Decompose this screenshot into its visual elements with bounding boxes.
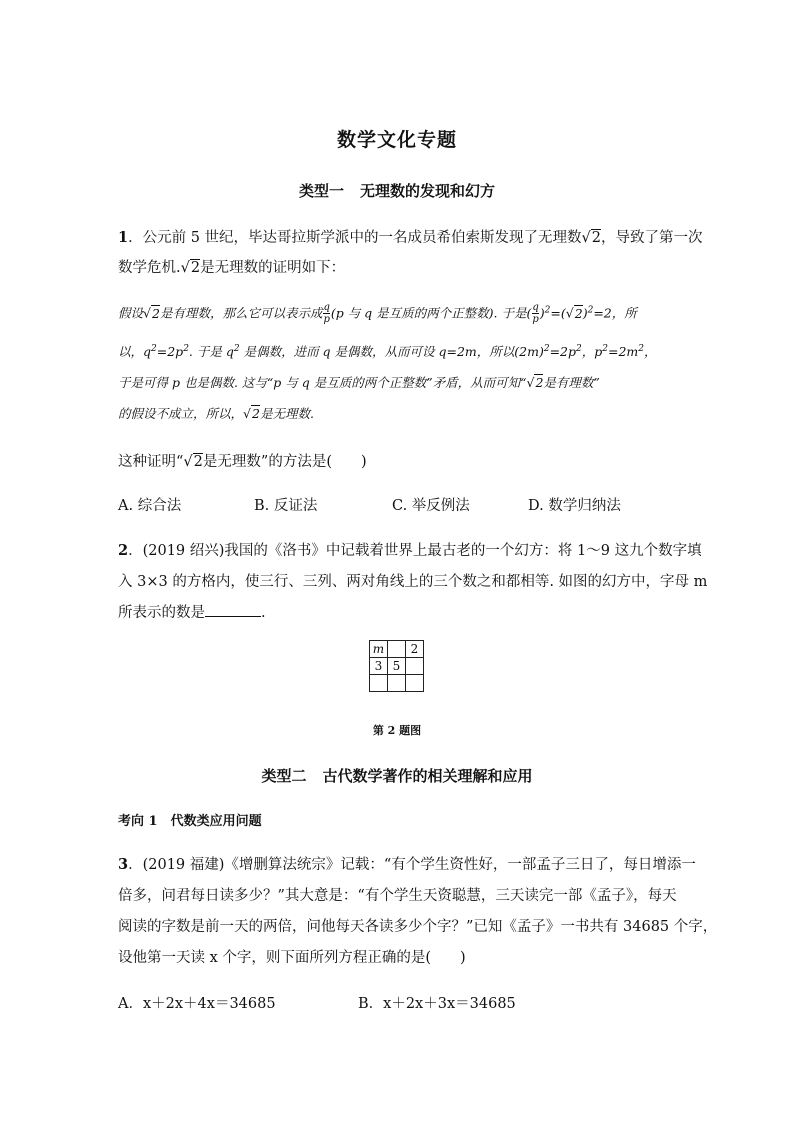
grid-cell [406, 658, 424, 675]
grid-cell [388, 675, 406, 692]
q3-line2: 倍多，问君每日读多少？”其大意是：“有个学生天资聪慧，三天读完一部《孟子》，每天 [118, 888, 677, 904]
section-text: 古代数学著作的相关理解和应用 [322, 767, 533, 785]
q3-number: 3 [118, 856, 129, 873]
q1-line2: 数学危机.√2是无理数的证明如下： [118, 260, 346, 276]
proof-line-1: 假设√2是有理数，那么它可以表示成 $\frac{q}{p}$ (p 与 q 是互质的两个正整数). 于是( $\frac{q}{p}$ )$^2=(√2)^2=2$，所 [118, 302, 637, 325]
grid-cell: 3 [370, 658, 388, 675]
grid-cell [388, 641, 406, 658]
grid-cell [370, 675, 388, 692]
q1-option-d: D. 数学归纳法 [528, 498, 621, 514]
q1-question: 这种证明“√2是无理数”的方法是( ) [118, 454, 367, 470]
figure-caption: 第 2 题图 [372, 724, 422, 737]
q2-number: 2 [118, 542, 129, 559]
section-heading-1 [0, 180, 794, 201]
proof-line-2: 以，$q^2=2p^2$. 于是 $q^2$ 是偶数，进而 q 是偶数，从而可设 q=2m，所以$(2m)^2=2p^2$，$p^2=2m^2$， [118, 343, 657, 359]
q3-line1-text: (2019 福建)《增删算法统宗》记载：“有个学生资性好，一部孟子三日了，每日增添一 [142, 857, 696, 873]
grid-cell: m [370, 641, 388, 658]
magic-square-grid [369, 640, 424, 692]
q1-option-b: B. 反证法 [254, 498, 318, 514]
grid-cell: 2 [406, 641, 424, 658]
section-heading-2 [0, 765, 794, 786]
subheading: 考向 1 代数类应用问题 [118, 814, 262, 829]
q3-line3: 阅读的字数是前一天的两倍，问他每天各读多少个字？”已知《孟子》一书共有 34685 个字， [118, 919, 718, 935]
grid-row [370, 675, 424, 692]
q3-option-b: B．x＋2x＋3x＝34685 [358, 996, 516, 1012]
q2-line1: 2．(2019 绍兴)我国的《洛书》中记载着世界上最古老的一个幻方：将 1～9 这九个数字填 [118, 542, 702, 559]
q2-line1-text: (2019 绍兴)我国的《洛书》中记载着世界上最古老的一个幻方：将 1～9 这九个数字填 [142, 543, 702, 559]
page-title: 数学文化专题 [336, 129, 457, 151]
grid-row [370, 658, 424, 675]
q1-line1-text: 公元前 5 世纪，毕达哥拉斯学派中的一名成员希伯索斯发现了无理数√2，导致了第一次 [142, 230, 703, 246]
q3-option-a: A．x＋2x＋4x＝34685 [118, 996, 276, 1012]
q1-line1: 1．公元前 5 世纪，毕达哥拉斯学派中的一名成员希伯索斯发现了无理数√2，导致了第一次 [118, 229, 703, 246]
q1-option-c: C. 举反例法 [392, 498, 470, 514]
grid-cell [406, 675, 424, 692]
section-prefix: 类型一 [298, 182, 344, 200]
section-prefix: 类型二 [261, 767, 307, 785]
q1-option-a: A. 综合法 [118, 498, 182, 514]
q3-line4: 设他第一天读 x 个字，则下面所列方程正确的是( ) [118, 950, 466, 966]
q2-line2: 入 3×3 的方格内，使三行、三列、两对角线上的三个数之和都相等. 如图的幻方中，字母 m [118, 574, 708, 590]
q3-line1: 3．(2019 福建)《增删算法统宗》记载：“有个学生资性好，一部孟子三日了，每日增添一 [118, 856, 696, 873]
proof-line-4: 的假设不成立，所以，√2是无理数. [118, 406, 314, 421]
grid-cell: 5 [388, 658, 406, 675]
grid-row [370, 641, 424, 658]
q2-line3: 所表示的数是 . [118, 605, 266, 621]
q1-number: 1 [118, 229, 129, 246]
proof-line-3: 于是可得 p 也是偶数. 这与“p 与 q 是互质的两个正整数”矛盾，从而可知“√2是有理数” [118, 375, 600, 390]
section-text: 无理数的发现和幻方 [360, 182, 496, 200]
